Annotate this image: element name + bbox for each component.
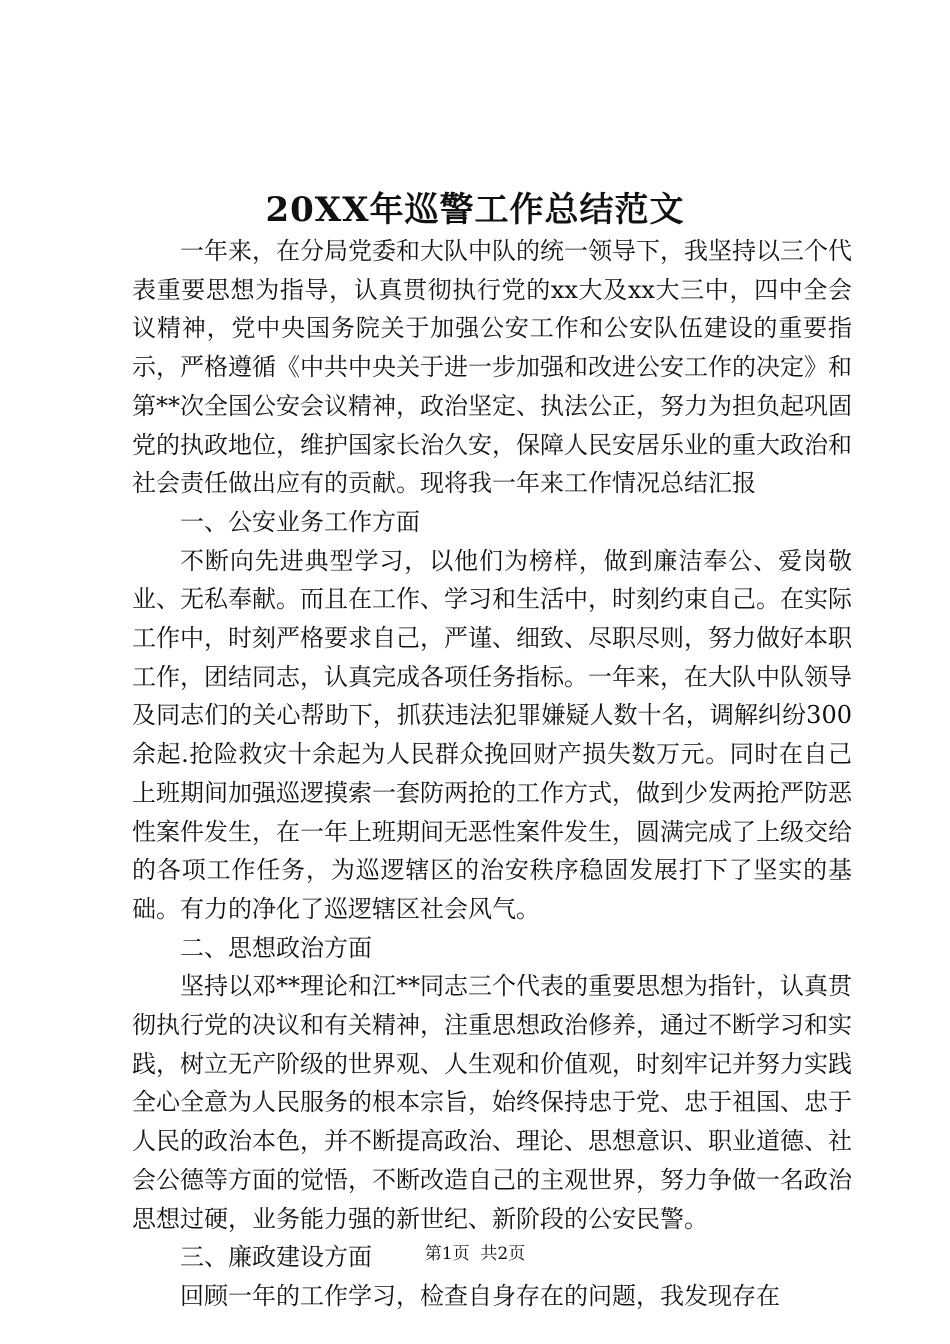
- paragraph-section-1: 不断向先进典型学习，以他们为榜样，做到廉洁奉公、爱岗敬业、无私奉献。而且在工作、学习和生活中，时刻约束自己。在实际工作中，时刻严格要求自己，严谨、细致、尽职尽则，努力做好本职工作，团结同志，认真完成各项任务指标。一年来，在大队中队领导及同志们的关心帮助下，抓获违法犯罪嫌疑人数十名，调解纠纷300余起.抢险救灾十余起为人民群众挽回财产损失数万元。同时在自己上班期间加强巡逻摸索一套防两抢的工作方式，做到少发两抢严防恶性案件发生，在一年上班期间无恶性案件发生，圆满完成了上级交给的各项工作任务，为巡逻辖区的治安秩序稳固发展打下了坚实的基础。有力的净化了巡逻辖区社会风气。: [132, 546, 852, 923]
- paragraph-section-3: 回顾一年的工作学习，检查自身存在的问题，我发现存在: [180, 1281, 780, 1310]
- document-body: [132, 232, 852, 1316]
- paragraph-intro: 一年来，在分局党委和大队中队的统一领导下，我坚持以三个代表重要思想为指导，认真贯彻执行党的xx大及xx大三中，四中全会议精神，党中央国务院关于加强公安工作和公安队伍建设的重要指示，严格遵循《中共中央关于进一步加强和改进公安工作的决定》和第**次全国公安会议精神，政治坚定、执法公正，努力为担负起巩固党的执政地位，维护国家长治久安，保障人民安居乐业的重大政治和社会责任做出应有的贡献。现将我一年来工作情况总结汇报: [132, 237, 852, 498]
- page-footer: [0, 1242, 950, 1266]
- section-heading-1: 一、公安业务工作方面: [180, 507, 420, 536]
- document-title: 20XX年巡警工作总结范文: [265, 190, 685, 230]
- section-heading-3: 三、廉政建设方面: [180, 1243, 372, 1272]
- page-number: 第1页: [424, 1244, 470, 1264]
- paragraph-section-2: 坚持以邓**理论和江**同志三个代表的重要思想为指针，认真贯彻执行党的决议和有关精神，注重思想政治修养，通过不断学习和实践，树立无产阶级的世界观、人生观和价值观，时刻牢记并努力实践全心全意为人民服务的根本宗旨，始终保持忠于党、忠于祖国、忠于人民的政治本色，并不断提高政治、理论、思想意识、职业道德、社会公德等方面的觉悟，不断改造自己的主观世界，努力争做一名政治思想过硬，业务能力强的新世纪、新阶段的公安民警。: [132, 972, 852, 1233]
- section-heading-2: 二、思想政治方面: [180, 933, 372, 962]
- page-total: 共2页: [480, 1244, 526, 1264]
